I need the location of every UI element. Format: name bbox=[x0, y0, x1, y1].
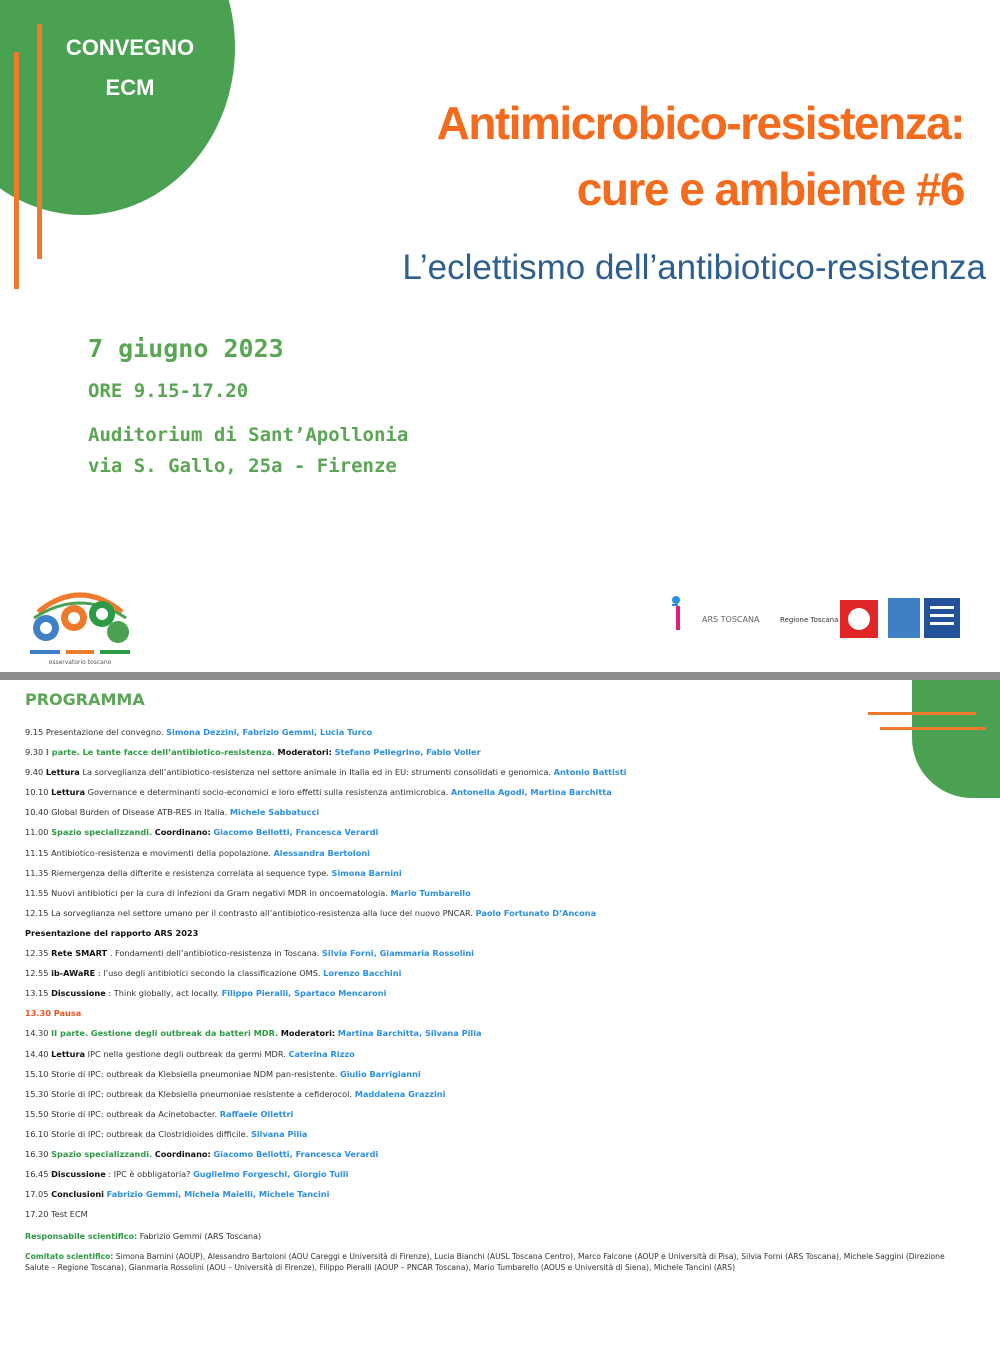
program-text: Riemergenza della difterite e resistenza correlata al sequence type. bbox=[51, 867, 329, 878]
program-label: Spazio specializzandi. bbox=[51, 827, 153, 838]
program-time: 12.35 bbox=[25, 948, 49, 959]
footer-label: Comitato scientifico: bbox=[25, 1252, 114, 1261]
program-section-heading: Presentazione del rapporto ARS 2023 bbox=[25, 927, 199, 938]
event-type-badge bbox=[30, 28, 230, 108]
program-item bbox=[25, 883, 865, 903]
event-subtitle: L’eclettismo dell’antibiotico-resistenza bbox=[402, 248, 986, 287]
partner-logos bbox=[668, 594, 968, 642]
program-speakers: Silvia Forni, Giammaria Rossolini bbox=[322, 948, 474, 959]
program-text: . Fondamenti dell’antibiotico-resistenza in Toscana. bbox=[109, 948, 320, 959]
regione-text: Regione Toscana bbox=[780, 616, 839, 624]
program-speakers: Caterina Rizzo bbox=[288, 1048, 355, 1059]
program-time: 14.30 bbox=[25, 1028, 49, 1039]
program-item bbox=[25, 1184, 865, 1204]
program-label: ib-AWaRE bbox=[51, 968, 96, 979]
program-speakers: Giacomo Bellotti, Francesca Verardi bbox=[213, 1148, 379, 1159]
society-logo bbox=[888, 598, 920, 638]
program-list bbox=[25, 722, 865, 1224]
program-item bbox=[25, 983, 865, 1003]
program-moderator-label: Coordinano: bbox=[154, 1148, 211, 1159]
program-break: 13.30 Pausa bbox=[25, 1008, 82, 1019]
program-item bbox=[25, 822, 865, 842]
program-heading: PROGRAMMA bbox=[25, 690, 145, 709]
program-label: Discussione bbox=[51, 988, 106, 999]
program-item bbox=[25, 782, 865, 802]
program-item bbox=[25, 1144, 865, 1164]
program-time: 11.15 bbox=[25, 847, 49, 858]
program-item bbox=[25, 1003, 865, 1023]
program-item bbox=[25, 1124, 865, 1144]
scientific-committee bbox=[25, 1252, 955, 1273]
program-item bbox=[25, 943, 865, 963]
program-speakers: Raffaele Ollettri bbox=[219, 1108, 294, 1119]
program-speakers: Michele Sabbatucci bbox=[229, 807, 320, 818]
program-label: Lettura bbox=[51, 1048, 86, 1059]
section-divider bbox=[0, 672, 1000, 680]
program-moderator-label: Moderatori: bbox=[277, 747, 332, 758]
program-time: 14.40 bbox=[25, 1048, 49, 1059]
program-item bbox=[25, 963, 865, 983]
program-text: Storie di IPC: outbreak da Klebsiella pneumoniae resistente a cefiderocol. bbox=[51, 1088, 353, 1099]
program-time: 16.10 bbox=[25, 1128, 49, 1139]
program-item bbox=[25, 1084, 865, 1104]
program-speakers: Guglielmo Forgeschi, Giorgio Tulli bbox=[193, 1169, 349, 1180]
ars-text: ARS TOSCANA bbox=[702, 615, 760, 624]
program-item bbox=[25, 762, 865, 782]
scientific-manager bbox=[25, 1232, 261, 1241]
program-speakers: Lorenzo Bacchini bbox=[323, 968, 402, 979]
program-text: La sorveglianza dell’antibiotico-resistenza nel settore animale in Italia ed in EU: strumenti consolidati e genomica. bbox=[82, 767, 552, 778]
society-logo-2 bbox=[924, 598, 960, 638]
program-speakers: Mario Tumbarello bbox=[390, 887, 471, 898]
program-text: Storie di IPC: outbreak da Acinetobacter. bbox=[51, 1108, 218, 1119]
program-item bbox=[25, 1044, 865, 1064]
program-text: Antibiotico-resistenza e movimenti della popolazione. bbox=[51, 847, 271, 858]
program-item bbox=[25, 1164, 865, 1184]
program-time: 13.15 bbox=[25, 988, 49, 999]
observatory-logo bbox=[24, 582, 136, 668]
title-line-1: Antimicrobico-resistenza: bbox=[436, 97, 964, 149]
program-speakers: Maddalena Grazzini bbox=[354, 1088, 446, 1099]
program-speakers: Simona Dezzini, Fabrizio Gemmi, Lucia Turco bbox=[166, 727, 373, 737]
program-speakers: Silvana Pilia bbox=[250, 1128, 308, 1139]
program-speakers: Stefano Pellegrino, Fabio Voller bbox=[334, 747, 481, 758]
decorative-orange-line bbox=[37, 24, 42, 259]
program-moderator-label: Moderatori: bbox=[280, 1028, 336, 1039]
program-item bbox=[25, 863, 865, 883]
program-speakers: Martina Barchitta, Silvana Pilia bbox=[337, 1028, 482, 1039]
program-time: 12.15 bbox=[25, 907, 49, 918]
program-item bbox=[25, 742, 865, 762]
program-time: 11.00 bbox=[25, 827, 49, 838]
program-text: Storie di IPC: outbreak da Klebsiella pneumoniae NDM pan-resistente. bbox=[51, 1068, 338, 1079]
program-item bbox=[25, 1023, 865, 1043]
logo-text: osservatorio toscano bbox=[48, 659, 112, 666]
program-time: 11.55 bbox=[25, 887, 49, 898]
program-time: 17.05 bbox=[25, 1189, 49, 1200]
program-time: 15.50 bbox=[25, 1108, 49, 1119]
program-speakers: Simona Barnini bbox=[331, 867, 402, 878]
program-speakers: Filippo Pieralli, Spartaco Mencaroni bbox=[221, 988, 387, 999]
program-label: Lettura bbox=[51, 787, 86, 798]
program-time: 10.10 bbox=[25, 787, 49, 798]
program-text: Nuovi antibiotici per la cura di infezioni da Gram negativi MDR in oncoematologia. bbox=[51, 887, 388, 898]
program-item bbox=[25, 903, 865, 923]
program-time: 9.40 bbox=[25, 767, 44, 778]
program-time: 11.35 bbox=[25, 867, 49, 878]
program-speakers: Paolo Fortunato D’Ancona bbox=[475, 907, 597, 918]
decorative-orange-line bbox=[880, 727, 986, 730]
program-item bbox=[25, 1204, 865, 1224]
title-line-2: cure e ambiente #6 bbox=[576, 163, 964, 215]
program-label: Conclusioni bbox=[51, 1189, 104, 1200]
program-text: Governance e determinanti socio-economici e loro effetti sulla resistenza antimicrobica. bbox=[87, 787, 449, 798]
program-text: : IPC è obbligatoria? bbox=[108, 1169, 191, 1180]
program-time: 17.20 bbox=[25, 1209, 49, 1220]
program-label: II parte. Gestione degli outbreak da batteri MDR. bbox=[51, 1028, 279, 1039]
program-speakers: Alessandra Bertoloni bbox=[273, 847, 370, 858]
ars-logo bbox=[672, 596, 760, 630]
program-time: 15.30 bbox=[25, 1088, 49, 1099]
decorative-orange-line bbox=[868, 712, 976, 715]
program-text: Storie di IPC: outbreak da Clostridioides difficile. bbox=[51, 1128, 249, 1139]
program-time: 9.30 bbox=[25, 747, 44, 758]
program-item bbox=[25, 802, 865, 822]
program-time: 10.40 bbox=[25, 807, 49, 818]
program-item bbox=[25, 1104, 865, 1124]
program-speakers: Giacomo Bellotti, Francesca Verardi bbox=[213, 827, 379, 838]
program-text: : Think globally, act locally. bbox=[108, 988, 220, 999]
program-label: Discussione bbox=[51, 1169, 106, 1180]
program-label: Spazio specializzandi. bbox=[51, 1148, 153, 1159]
event-address: via S. Gallo, 25a - Firenze bbox=[88, 455, 397, 477]
program-label: I parte. Le tante facce dell’antibiotico-resistenza. bbox=[45, 747, 275, 758]
program-item bbox=[25, 843, 865, 863]
program-time: 15.10 bbox=[25, 1068, 49, 1079]
decorative-orange-line bbox=[14, 52, 19, 289]
event-date: 7 giugno 2023 bbox=[88, 334, 284, 363]
program-time: 16.30 bbox=[25, 1148, 49, 1159]
program-label: Rete SMART bbox=[51, 948, 108, 959]
program-speakers: Giulio Barrigianni bbox=[340, 1068, 421, 1079]
program-moderator-label: Coordinano: bbox=[154, 827, 211, 838]
program-speakers: Antonio Battisti bbox=[553, 767, 627, 778]
program-text: La sorveglianza nel settore umano per il contrasto all’antibiotico-resistenza alla luce del nuovo PNCAR. bbox=[51, 907, 473, 918]
decorative-green-circle bbox=[912, 680, 1000, 798]
program-time: 16.45 bbox=[25, 1169, 49, 1180]
program-text: Global Burden of Disease ATB-RES in Italia. bbox=[51, 807, 228, 818]
badge-line-1: CONVEGNO bbox=[65, 35, 195, 60]
footer-label: Responsabile scientifico: bbox=[25, 1232, 138, 1241]
program-text: Presentazione del convegno. bbox=[45, 727, 164, 737]
footer-value: Simona Barnini (AOUP), Alessandro Bartoloni (AOU Careggi e Università di Firenze), Lucia Bianchi (AUSL Toscana Centro), Marco Falcone (AOUP e Università di Pisa), Silvia Forni (ARS Toscana), Michele Saggini (Direzione Salute – Regione Toscana), Gianmaria Rossolini (AOU – Università di Firenze), Filippo Pieralli (AOUP – PNCAR Toscana), Mario Tumbarello (AOUS e Università di Siena), Michele Tancini (ARS) bbox=[25, 1252, 945, 1272]
program-text: : l’uso degli antibiotici secondo la classificazione OMS. bbox=[97, 968, 321, 979]
program-text: IPC nella gestione degli outbreak da germi MDR. bbox=[87, 1048, 286, 1059]
program-speakers: Fabrizio Gemmi, Michela Maielli, Michele Tancini bbox=[106, 1189, 330, 1200]
program-label: Lettura bbox=[45, 767, 80, 778]
program-speakers: Antonella Agodi, Martina Barchitta bbox=[450, 787, 612, 798]
program-time: 12.55 bbox=[25, 968, 49, 979]
event-venue: Auditorium di Sant’Apollonia bbox=[88, 424, 409, 446]
footer-value: Fabrizio Gemmi (ARS Toscana) bbox=[139, 1232, 262, 1241]
program-item bbox=[25, 1064, 865, 1084]
event-title bbox=[264, 90, 964, 222]
badge-line-2: ECM bbox=[105, 75, 155, 100]
program-item bbox=[25, 722, 865, 742]
event-time: ORE 9.15-17.20 bbox=[88, 380, 249, 402]
program-item bbox=[25, 923, 865, 943]
program-text: Test ECM bbox=[51, 1209, 88, 1220]
program-time: 9.15 bbox=[25, 727, 44, 737]
